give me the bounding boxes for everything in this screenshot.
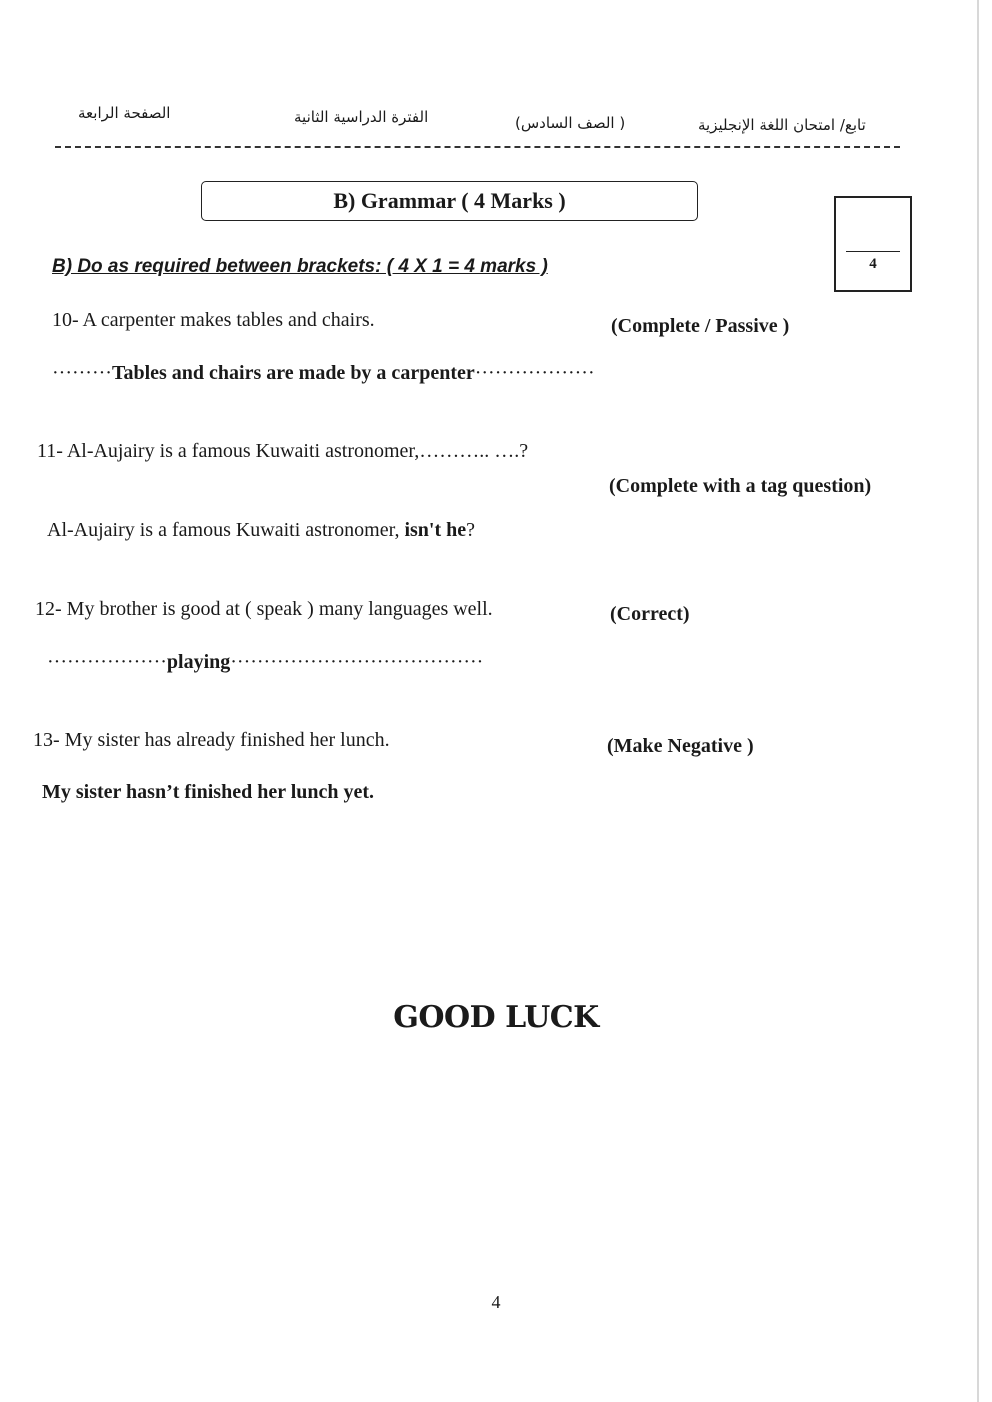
header-divider xyxy=(55,146,900,148)
question-11-instruction: (Complete with a tag question) xyxy=(609,475,872,497)
answer-dots: ········· xyxy=(52,362,112,384)
answer-dots: ·················· xyxy=(474,362,595,384)
question-10-text: 10- A carpenter makes tables and chairs. xyxy=(52,309,375,331)
page-label: الصفحة الرابعة xyxy=(78,104,171,122)
page-number: 4 xyxy=(491,1292,501,1312)
instruction: B) Do as required between brackets: ( 4 X 1 = 4 marks ) xyxy=(52,256,548,277)
question-13-text: 13- My sister has already finished her lunch. xyxy=(33,729,390,751)
answer-end: ? xyxy=(466,519,476,541)
marks-box xyxy=(834,196,912,292)
question-10-instruction: (Complete / Passive ) xyxy=(611,315,790,337)
term-label: الفترة الدراسية الثانية xyxy=(294,108,429,126)
question-12-answer xyxy=(47,651,483,674)
marks-divider xyxy=(846,251,900,252)
answer-bold-text: isn't he xyxy=(404,519,467,541)
question-13-instruction: (Make Negative ) xyxy=(607,735,754,757)
answer-text: Al-Aujairy is a famous Kuwaiti astronomer, xyxy=(47,519,405,541)
grade-label: ( الصف السادس) xyxy=(515,114,626,132)
question-10-answer xyxy=(52,362,595,385)
good-luck-text: GOOD LUCK xyxy=(393,1000,599,1035)
marks-value: 4 xyxy=(869,256,877,272)
section-title: B) Grammar ( 4 Marks ) xyxy=(333,188,566,213)
question-13-answer: My sister hasn’t finished her lunch yet. xyxy=(42,781,375,803)
question-11-text: 11- Al-Aujairy is a famous Kuwaiti astronomer,……….. ….? xyxy=(37,440,529,462)
question-11-answer xyxy=(47,519,475,542)
answer-text: playing xyxy=(166,651,231,673)
question-12-instruction: (Correct) xyxy=(610,603,690,625)
section-title-box xyxy=(201,181,698,221)
answer-text: Tables and chairs are made by a carpenter xyxy=(111,362,475,384)
answer-dots: ······································ xyxy=(230,651,484,673)
scan-edge xyxy=(977,0,979,1402)
question-12-text: 12- My brother is good at ( speak ) many languages well. xyxy=(35,598,493,620)
answer-dots: ·················· xyxy=(47,651,167,673)
exam-subject: تابع/ امتحان اللغة الإنجليزية xyxy=(698,116,866,134)
